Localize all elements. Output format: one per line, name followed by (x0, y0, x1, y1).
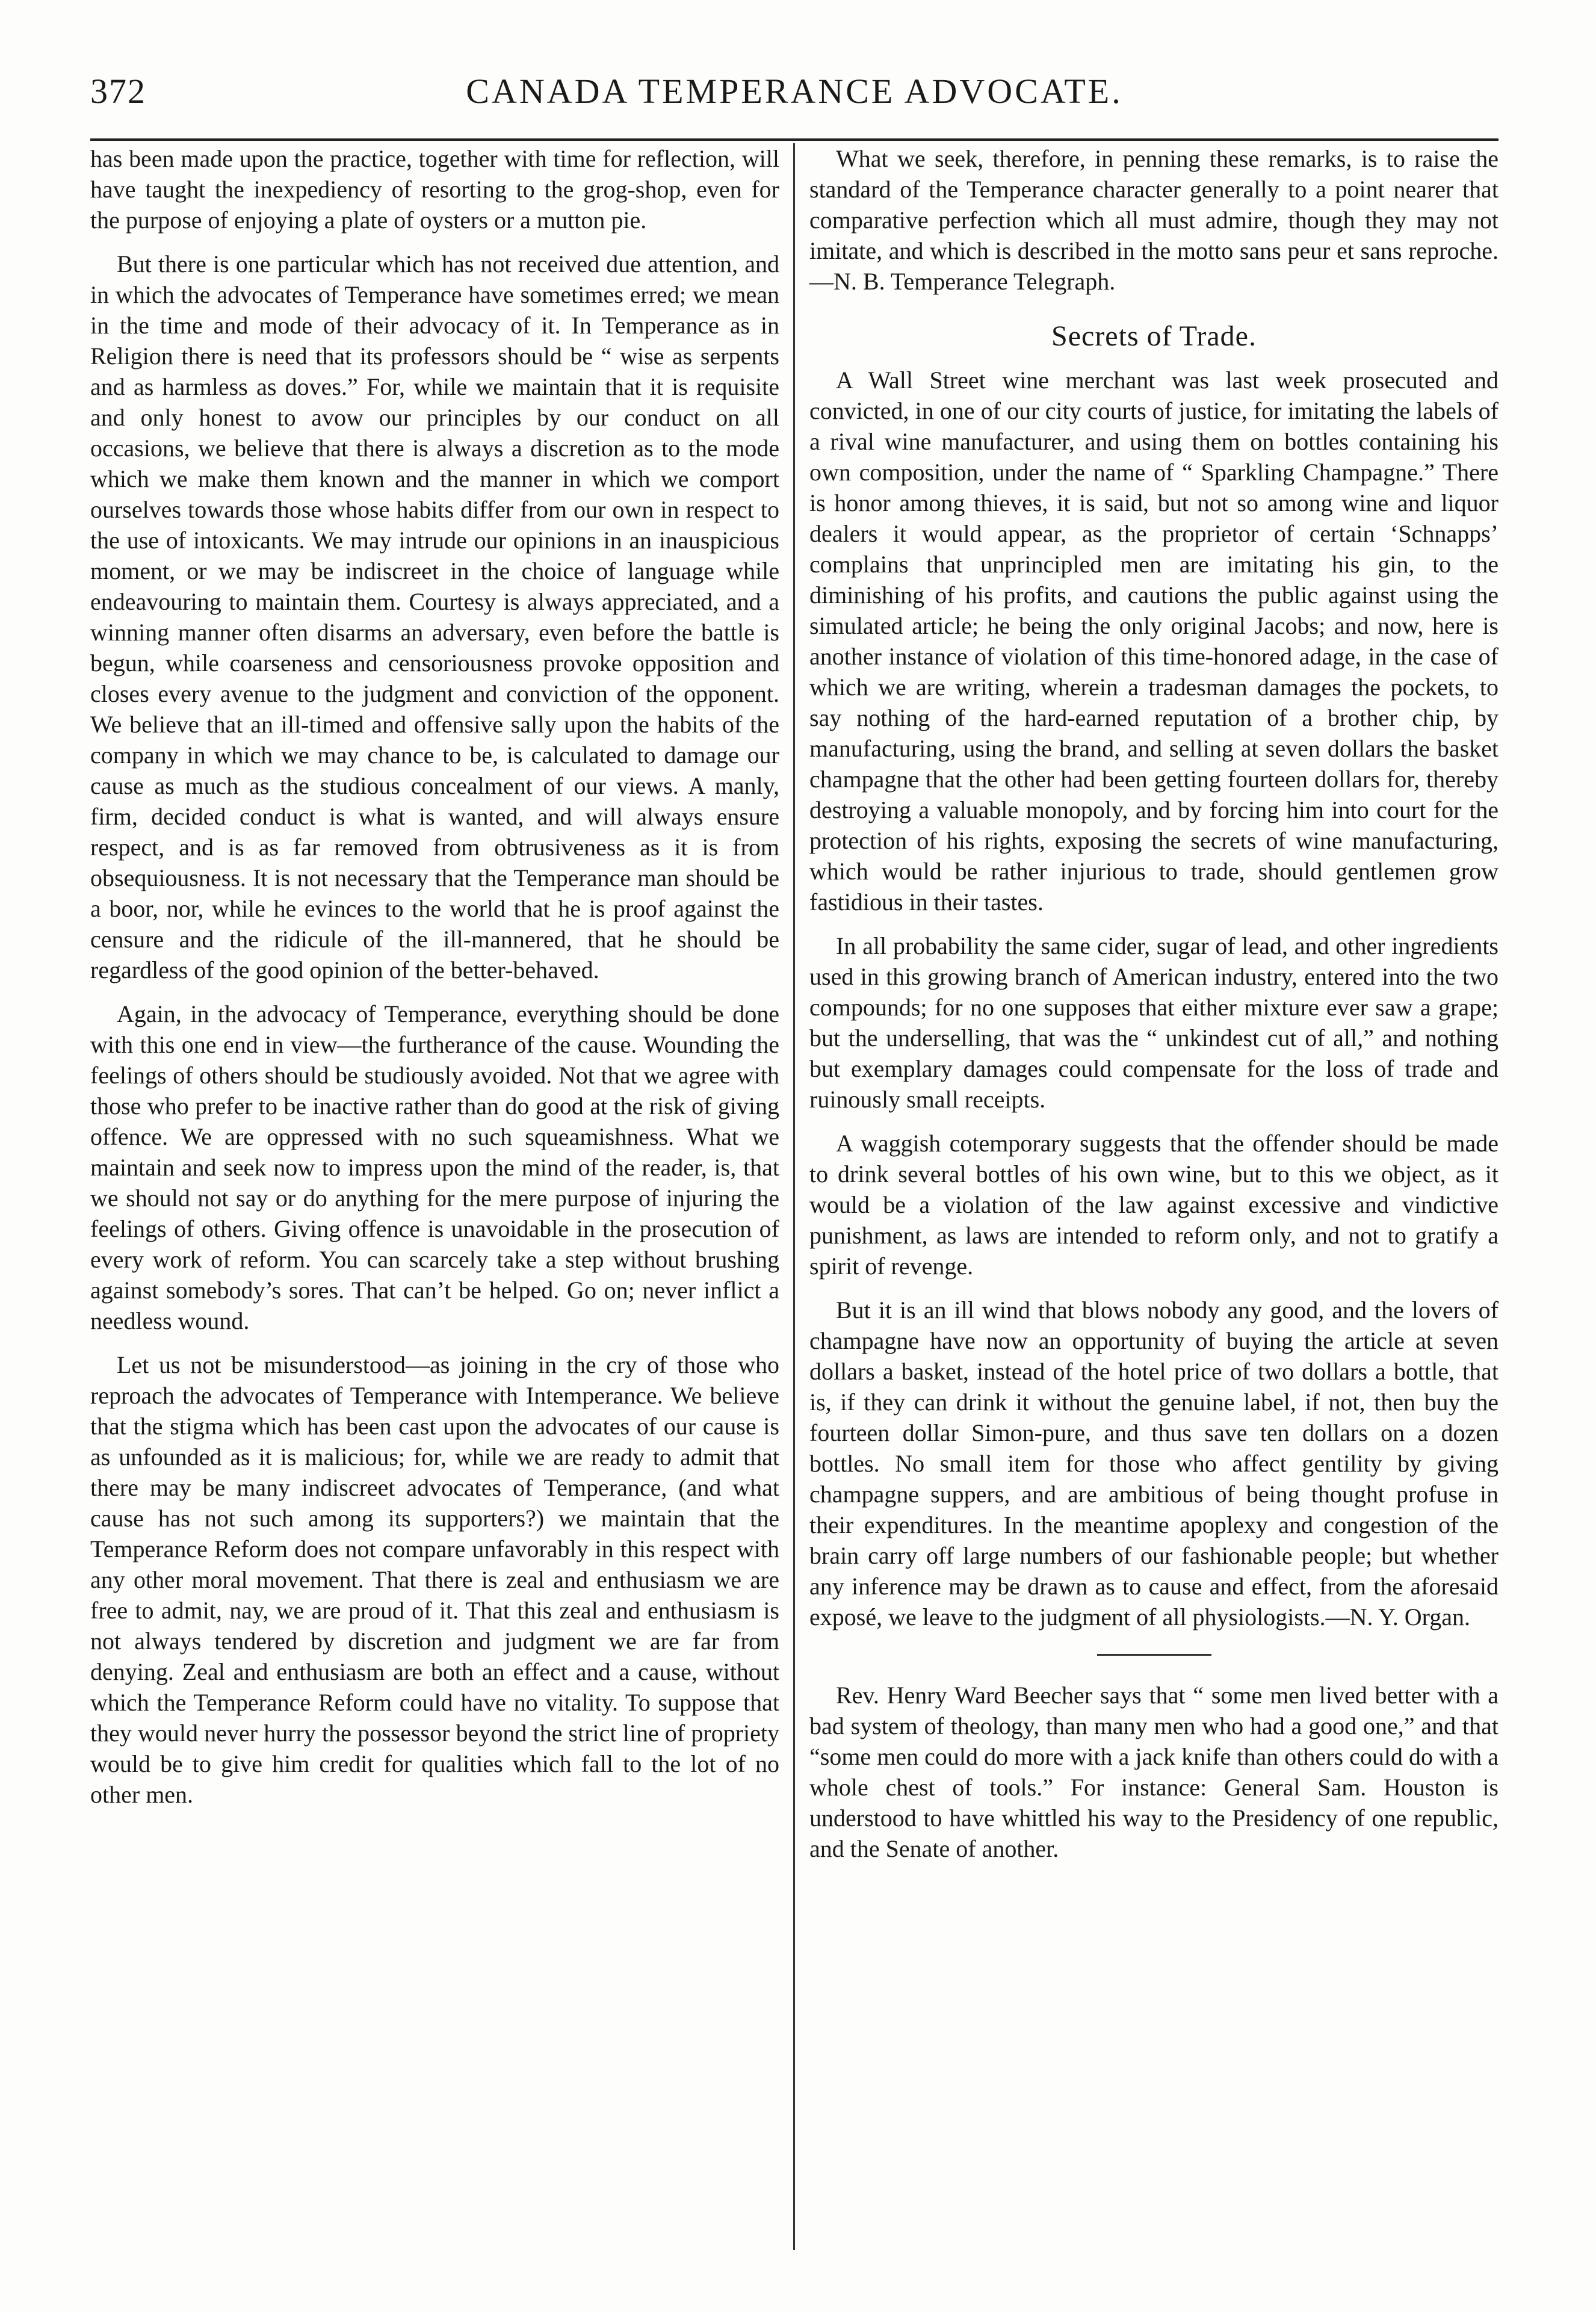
article-paragraph: But it is an ill wind that blows nobody any good, and the lovers of champagne have now an opportunity of buying the article at seven dollars a basket, instead of the hotel price of two dollars a bottle, that is, if they can drink it without the genuine label, if not, then buy the fourteen dollar Simon-pure, and thus save ten dollars on a dozen bottles. No small item for those who affect gentility by giving champagne suppers, and are ambitious of being thought profuse in their expenditures. In the meantime apoplexy and congestion of the brain carry off large numbers of our fashionable people; but whether any inference may be drawn as to cause and effect, from the aforesaid exposé, we leave to the judgment of all physiologists.—N. Y. Organ. (809, 1296, 1499, 1630)
article-paragraph: has been made upon the practice, together with time for reflection, will have taught the inexpediency of resorting to the grog-shop, even for the purpose of enjoying a plate of oysters or a mutton pie. (90, 145, 779, 234)
newspaper-page (90, 66, 1499, 2257)
article-paragraph: Let us not be misunderstood—as joining in the cry of those who reproach the advocates of Temperance with Intemperance. We believe that the stigma which has been cast upon the advocates of our cause is as unfounded as it is malicious; for, while we are ready to admit that there may be many indiscreet advocates of Temperance, (and what cause has not such among its supporters?) we maintain that the Temperance Reform does not compare unfavorably in this respect with any other moral movement. That there is zeal and enthusiasm we are free to admit, nay, we are proud of it. That this zeal and enthusiasm is not always tendered by discretion and judgment we are far from denying. Zeal and enthusiasm are both an effect and a cause, without which the Temperance Reform could have no vitality. To suppose that they would never hurry the possessor beyond the strict line of propriety would be to give him credit for qualities which fall to the lot of no other men. (90, 1351, 779, 1808)
article-paragraph: A waggish cotemporary suggests that the offender should be made to drink several bottles of his own wine, but to this we object, as it would be a violation of the law against excessive and vindictive punishment, as laws are intended to reform only, and not to gratify a spirit of revenge. (809, 1130, 1499, 1280)
article-paragraph: What we seek, therefore, in penning these remarks, is to raise the standard of the Temperance character generally to a point nearer that comparative perfection which all must admire, though they may not imitate, and which is described in the motto sans peur et sans reproche.—N. B. Temperance Telegraph. (809, 145, 1499, 295)
article-paragraph: A Wall Street wine merchant was last week prosecuted and convicted, in one of our city courts of justice, for imitating the labels of a rival wine manufacturer, and using them on bottles containing his own composition, under the name of “ Sparkling Champagne.” There is honor among thieves, it is said, but not so among wine and liquor dealers it would appear, as the proprietor of certain ‘Schnapps’ complains that unprincipled men are imitating his gin, to the diminishing of his profits, and cautions the public against using the simulated article; he being the only original Jacobs; and now, here is another instance of violation of this time-honored adage, in the case of which we are writing, wherein a tradesman damages the pockets, to say nothing of the hard-earned reputation of a brother chip, by manufacturing, using the brand, and selling at seven dollars the basket champagne that the other had been getting fourteen dollars for, thereby destroying a valuable monopoly, and by forcing him into court for the protection of his rights, exposing the secrets of wine manufacturing, which would be rather injurious to trade, should gentlemen grow fastidious in their tastes. (809, 367, 1499, 915)
section-heading: Secrets of Trade. (1051, 320, 1257, 352)
section-divider (1097, 1654, 1211, 1656)
article-paragraph: But there is one particular which has not received due attention, and in which the advocates of Temperance have sometimes erred; we mean in the time and mode of their advocacy of it. In Temperance as in Religion there is need that its professors should be “ wise as serpents and as harmless as doves.” For, while we maintain that it is requisite and only honest to avow our principles by our conduct on all occasions, we believe that there is always a discretion as to the mode which we make them known and the manner in which we comport ourselves towards those whose habits differ from our own in respect to the use of intoxicants. We may intrude our opinions in an inauspicious moment, or we may be indiscreet in the choice of language while endeavouring to maintain them. Courtesy is always appreciated, and a winning manner often disarms an adversary, even before the battle is begun, while coarseness and censoriousness provoke opposition and closes every avenue to the judgment and conviction of the opponent. We believe that an ill-timed and offensive sally upon the habits of the company in which we may chance to be, is calculated to damage our cause as much as the studious concealment of our views. A manly, firm, decided conduct is what is wanted, and will always ensure respect, and is as far removed from obtrusiveness as it is from obsequiousness. It is not necessary that the Temperance man should be a boor, nor, while he evinces to the world that he is proof against the censure and the ridicule of the ill-mannered, that he should be regardless of the good opinion of the better-behaved. (90, 250, 779, 983)
running-title: CANADA TEMPERANCE ADVOCATE. (466, 72, 1123, 111)
article-paragraph: Again, in the advocacy of Temperance, everything should be done with this one end in view—the furtherance of the cause. Wounding the feelings of others should be studiously avoided. Not that we agree with those who prefer to be inactive rather than do good at the risk of giving offence. We are oppressed with no such squeamishness. What we maintain and seek now to impress upon the mind of the reader, is, that we should not say or do anything for the mere purpose of injuring the feelings of others. Giving offence is unavoidable in the prosecution of every work of reform. You can scarcely take a step without brushing against somebody’s sores. That can’t be helped. Go on; never inflict a needless wound. (90, 1000, 779, 1334)
article-paragraph: Rev. Henry Ward Beecher says that “ some men lived better with a bad system of theology, than many men who had a good one,” and that “some men could do more with a jack knife than others could do with a whole chest of tools.” For instance: General Sam. Houston is understood to have whittled his way to the Presidency of one republic, and the Senate of another. (809, 1682, 1499, 1862)
article-paragraph: In all probability the same cider, sugar of lead, and other ingredients used in this growing branch of American industry, entered into the two compounds; for no one supposes that either mixture ever saw a grape; but the underselling, that was the “ unkindest cut of all,” and nothing but exemplary damages could compensate for the loss of trade and ruinously small receipts. (809, 932, 1499, 1113)
page-header (90, 66, 1499, 141)
page-number: 372 (90, 72, 146, 111)
column-divider (793, 143, 795, 2250)
right-column (809, 143, 1499, 1877)
left-column (90, 143, 779, 1823)
article-columns (90, 143, 1499, 2250)
